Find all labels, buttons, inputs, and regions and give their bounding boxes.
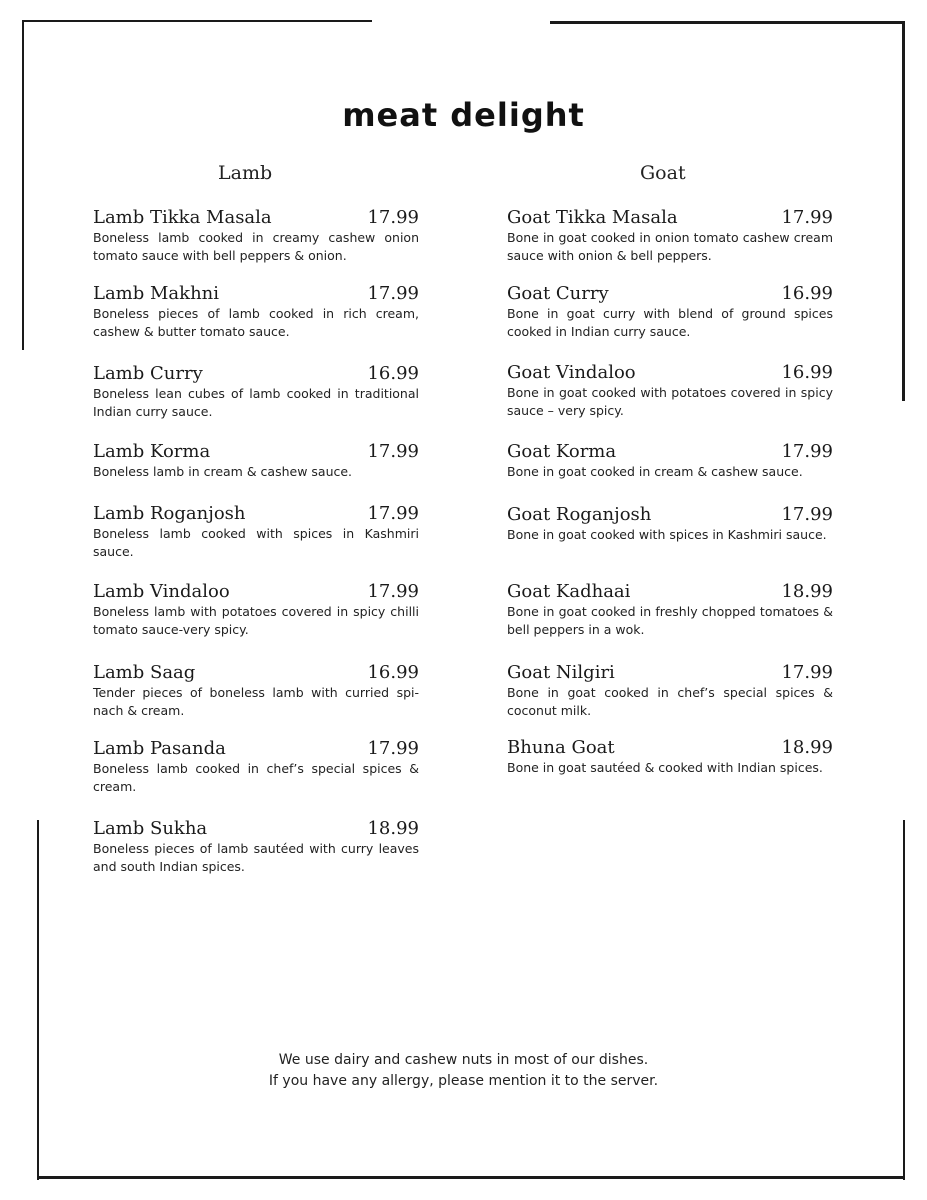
- item-description: Bone in goat cooked in onion tomato cashew cream sauce with onion & bell peppers.: [507, 230, 833, 263]
- menu-item: [93, 738, 419, 796]
- menu-item: [507, 207, 833, 265]
- item-name: Goat Roganjosh: [507, 504, 652, 525]
- frame-border-right-lower: [903, 820, 905, 1180]
- item-name: Bhuna Goat: [507, 737, 615, 758]
- item-description: Bone in goat cooked in cream & cashew sauce.: [507, 464, 803, 479]
- item-description: Boneless pieces of lamb cooked in rich cream, cashew & butter tomato sauce.: [93, 306, 419, 339]
- item-price: 17.99: [367, 581, 419, 602]
- item-name: Goat Korma: [507, 441, 617, 462]
- allergy-note-line-2: If you have any allergy, please mention it to the server.: [268, 1073, 659, 1089]
- item-name: Lamb Saag: [93, 662, 196, 683]
- item-description: Boneless pieces of lamb sautéed with curry leaves and south Indian spices.: [93, 841, 419, 874]
- allergy-note: [0, 1050, 927, 1092]
- item-description: Boneless lean cubes of lamb cooked in traditional Indian curry sauce.: [93, 386, 419, 419]
- item-price: 17.99: [781, 662, 833, 683]
- allergy-note-line-1: We use dairy and cashew nuts in most of our dishes.: [278, 1052, 649, 1068]
- item-name: Lamb Tikka Masala: [93, 207, 272, 228]
- item-price: 17.99: [367, 503, 419, 524]
- item-price: 17.99: [781, 504, 833, 525]
- item-name: Goat Nilgiri: [507, 662, 615, 683]
- item-name: Goat Kadhaai: [507, 581, 631, 602]
- menu-item: [93, 503, 419, 561]
- goat-heading: Goat: [640, 162, 686, 184]
- item-name: Lamb Vindaloo: [93, 581, 230, 602]
- item-price: 17.99: [367, 738, 419, 759]
- menu-item: [507, 581, 833, 639]
- item-price: 16.99: [367, 662, 419, 683]
- menu-item: [507, 441, 833, 481]
- menu-item: [507, 362, 833, 420]
- frame-border-bottom: [37, 1176, 905, 1179]
- item-name: Goat Curry: [507, 283, 609, 304]
- item-name: Lamb Roganjosh: [93, 503, 246, 524]
- item-price: 17.99: [367, 207, 419, 228]
- menu-item: [507, 737, 833, 777]
- frame-border-top-right: [550, 21, 905, 24]
- frame-border-right: [902, 21, 905, 401]
- item-description: Bone in goat cooked with spices in Kashmiri sauce.: [507, 527, 827, 542]
- item-name: Lamb Korma: [93, 441, 211, 462]
- page-title: meat delight: [342, 96, 585, 134]
- frame-border-top-left: [22, 20, 372, 22]
- item-price: 16.99: [781, 362, 833, 383]
- item-description: Bone in goat cooked in freshly chopped tomatoes & bell peppers in a wok.: [507, 604, 833, 637]
- item-price: 18.99: [781, 581, 833, 602]
- menu-item: [93, 581, 419, 639]
- item-description: Boneless lamb in cream & cashew sauce.: [93, 464, 353, 479]
- lamb-heading: Lamb: [218, 162, 273, 184]
- menu-item: [507, 504, 833, 544]
- item-description: Bone in goat cooked with potatoes covered in spicy sauce – very spicy.: [507, 385, 833, 418]
- item-name: Lamb Sukha: [93, 818, 208, 839]
- menu-item: [93, 283, 419, 341]
- menu-item: [93, 207, 419, 265]
- item-price: 17.99: [781, 207, 833, 228]
- frame-border-left-lower: [37, 820, 39, 1180]
- item-price: 17.99: [367, 283, 419, 304]
- item-name: Lamb Pasanda: [93, 738, 226, 759]
- menu-item: [93, 441, 419, 481]
- item-description: Boneless lamb cooked in chef’s special spices & cream.: [93, 761, 419, 794]
- item-description: Bone in goat cooked in chef’s special spices & coconut milk.: [507, 685, 833, 718]
- item-name: Lamb Makhni: [93, 283, 220, 304]
- item-name: Lamb Curry: [93, 363, 203, 384]
- item-description: Boneless lamb cooked in creamy cashew onion tomato sauce with bell peppers & onion.: [93, 230, 419, 263]
- item-price: 17.99: [781, 441, 833, 462]
- item-price: 18.99: [781, 737, 833, 758]
- item-price: 16.99: [781, 283, 833, 304]
- frame-border-left: [22, 20, 24, 350]
- item-price: 16.99: [367, 363, 419, 384]
- item-description: Boneless lamb cooked with spices in Kashmiri sauce.: [93, 526, 419, 559]
- menu-item: [93, 662, 419, 720]
- item-description: Tender pieces of boneless lamb with curried spi-nach & cream.: [93, 685, 419, 718]
- item-price: 18.99: [367, 818, 419, 839]
- menu-item: [93, 818, 419, 876]
- item-price: 17.99: [367, 441, 419, 462]
- menu-item: [93, 363, 419, 421]
- item-name: Goat Tikka Masala: [507, 207, 678, 228]
- menu-item: [507, 662, 833, 720]
- item-description: Bone in goat curry with blend of ground spices cooked in Indian curry sauce.: [507, 306, 833, 339]
- menu-item: [507, 283, 833, 341]
- item-description: Bone in goat sautéed & cooked with Indian spices.: [507, 760, 823, 775]
- item-name: Goat Vindaloo: [507, 362, 636, 383]
- item-description: Boneless lamb with potatoes covered in spicy chilli tomato sauce-very spicy.: [93, 604, 419, 637]
